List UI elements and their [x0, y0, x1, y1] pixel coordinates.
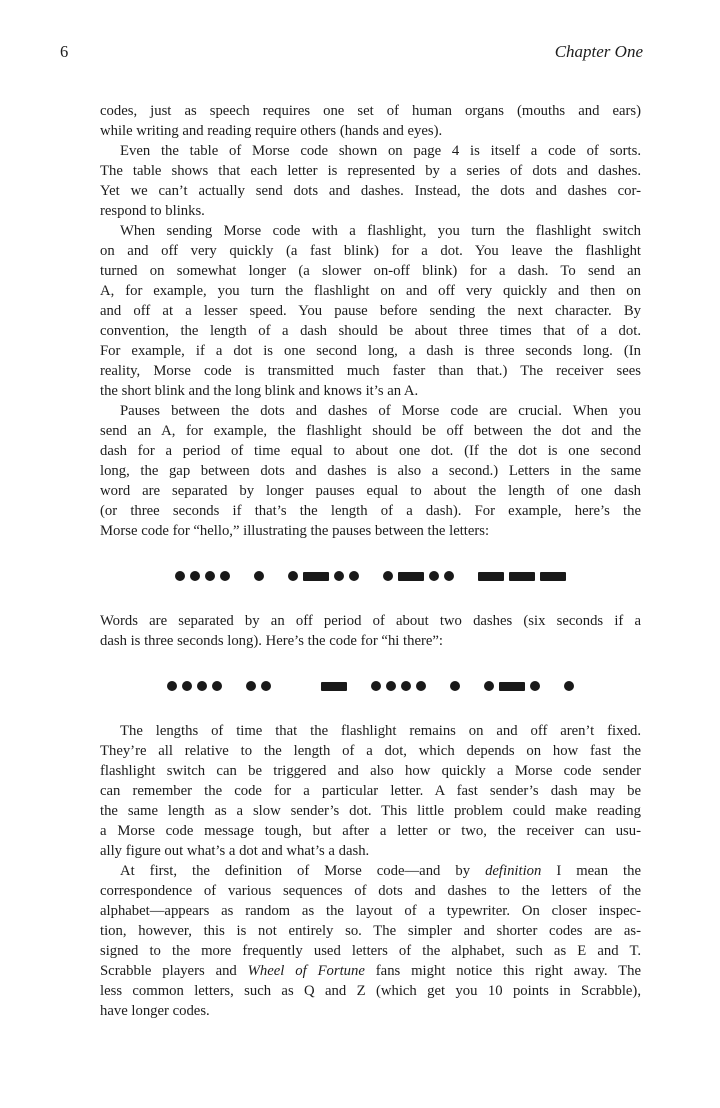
morse-letter	[246, 681, 271, 691]
body-text: send an A, for example, the flashlight should be off between the dot and the	[100, 423, 641, 439]
morse-dot-icon	[261, 681, 271, 691]
text-line	[100, 611, 641, 631]
morse-letter	[450, 681, 460, 691]
body-text: respond to blinks.	[100, 203, 205, 219]
morse-dot-icon	[220, 571, 230, 581]
body-text: Pauses between the dots and dashes of Morse code are crucial. When you	[120, 403, 641, 419]
body-text: while writing and reading require others (hands and eyes).	[100, 123, 443, 139]
body-text: alphabet—appears as random as the layout of a typewriter. On closer inspec-	[100, 903, 641, 919]
body-text: The lengths of time that the flashlight remains on and off aren’t fixed.	[120, 723, 641, 739]
morse-letter	[484, 681, 540, 691]
morse-dot-icon	[197, 681, 207, 691]
text-line	[100, 521, 641, 541]
text-line	[100, 781, 641, 801]
body-text: (or three seconds if that’s the length of a dash). For example, here’s the	[100, 503, 641, 519]
body-text: word are separated by longer pauses equal to about the length of one dash	[100, 483, 641, 499]
text-line	[100, 161, 641, 181]
morse-word	[167, 681, 271, 691]
body-text: on and off very quickly (a fast blink) for a dot. You leave the flashlight	[100, 243, 641, 259]
morse-dot-icon	[416, 681, 426, 691]
text-line	[100, 101, 641, 121]
body-text: The table shows that each letter is represented by a series of dots and dashes.	[100, 163, 641, 179]
morse-letter	[321, 682, 347, 691]
text-line	[100, 941, 641, 961]
text-line	[100, 441, 641, 461]
morse-dash-icon	[540, 572, 566, 581]
body-text: flashlight switch can be triggered and also how quickly a Morse code sender	[100, 763, 641, 779]
body-text: Morse code for “hello,” illustrating the pauses between the letters:	[100, 523, 490, 539]
body-text: convention, the length of a dash should be about three times that of a dot.	[100, 323, 641, 339]
text-line	[100, 381, 641, 401]
italic-text: Wheel of Fortune	[247, 963, 365, 979]
morse-dot-icon	[205, 571, 215, 581]
text-line	[100, 901, 641, 921]
text-line	[100, 421, 641, 441]
body-text: I mean the	[541, 863, 641, 879]
morse-dot-icon	[383, 571, 393, 581]
text-line	[100, 141, 641, 161]
morse-letter	[288, 571, 359, 581]
text-line	[100, 181, 641, 201]
text-line	[100, 121, 641, 141]
text-line	[100, 631, 641, 651]
body-text: Even the table of Morse code shown on page 4 is itself a code of sorts.	[120, 143, 641, 159]
morse-letter	[254, 571, 264, 581]
morse-dot-icon	[429, 571, 439, 581]
body-text: less common letters, such as Q and Z (which get you 10 points in Scrabble),	[100, 983, 641, 999]
text-line	[100, 261, 641, 281]
text-line	[100, 861, 641, 881]
page-header	[0, 0, 720, 61]
body-text: ally figure out what’s a dot and what’s a dash.	[100, 843, 370, 859]
morse-dot-icon	[175, 571, 185, 581]
body-text: At first, the definition of Morse code—and by	[120, 863, 486, 879]
paragraph	[100, 611, 641, 651]
text-line	[100, 461, 641, 481]
italic-text: definition	[485, 863, 542, 879]
body-text: Words are separated by an off period of about two dashes (six seconds if a	[100, 613, 641, 629]
paragraph	[100, 861, 641, 1021]
text-line	[100, 281, 641, 301]
morse-letter	[371, 681, 426, 691]
morse-dash-icon	[321, 682, 347, 691]
text-line	[100, 401, 641, 421]
morse-dot-icon	[450, 681, 460, 691]
body-text: the short blink and the long blink and knows it’s an A.	[100, 383, 419, 399]
text-line	[100, 921, 641, 941]
morse-dot-icon	[444, 571, 454, 581]
text-line	[100, 881, 641, 901]
paragraph	[100, 221, 641, 401]
morse-letter	[478, 572, 566, 581]
morse-dash-icon	[398, 572, 424, 581]
morse-dot-icon	[288, 571, 298, 581]
text-line	[100, 481, 641, 501]
text-line	[100, 841, 641, 861]
page-body	[0, 101, 720, 1021]
body-text: fans might notice this right away. The	[364, 963, 641, 979]
text-line	[100, 961, 641, 981]
morse-code-hi-there	[100, 681, 641, 691]
text-line	[100, 821, 641, 841]
body-text: correspondence of various sequences of dots and dashes to the letters of the	[100, 883, 641, 899]
body-text: Scrabble players and	[100, 963, 248, 979]
body-text: dash is three seconds long). Here’s the code for “hi there”:	[100, 633, 443, 649]
morse-dash-icon	[478, 572, 504, 581]
text-line	[100, 1001, 641, 1021]
chapter-title: Chapter One	[554, 42, 643, 61]
text-line	[100, 741, 641, 761]
morse-dot-icon	[530, 681, 540, 691]
morse-dot-icon	[182, 681, 192, 691]
morse-dash-icon	[303, 572, 329, 581]
morse-letter	[167, 681, 222, 691]
text-line	[100, 801, 641, 821]
text-line	[100, 241, 641, 261]
text-line	[100, 321, 641, 341]
morse-letter	[564, 681, 574, 691]
text-line	[100, 361, 641, 381]
text-line	[100, 201, 641, 221]
text-line	[100, 501, 641, 521]
morse-dot-icon	[371, 681, 381, 691]
morse-letter	[383, 571, 454, 581]
body-text: For example, if a dot is one second long, a dash is three seconds long. (In	[100, 343, 641, 359]
text-line	[100, 221, 641, 241]
body-text: dash for a period of time equal to about one dot. (If the dot is one second	[100, 443, 641, 459]
body-text: When sending Morse code with a flashlight, you turn the flashlight switch	[120, 223, 641, 239]
text-line	[100, 721, 641, 741]
paragraph	[100, 721, 641, 861]
morse-letter	[175, 571, 230, 581]
body-text: They’re all relative to the length of a dot, which depends on how fast the	[100, 743, 641, 759]
text-line	[100, 981, 641, 1001]
morse-dot-icon	[401, 681, 411, 691]
body-text: signed to the more frequently used letters of the alphabet, such as E and T.	[100, 943, 641, 959]
morse-dot-icon	[484, 681, 494, 691]
body-text: reality, Morse code is transmitted much faster than that.) The receiver sees	[100, 363, 641, 379]
morse-dot-icon	[190, 571, 200, 581]
body-text: the same length as a slow sender’s dot. This little problem could make reading	[100, 803, 641, 819]
morse-dash-icon	[509, 572, 535, 581]
body-text: can remember the code for a particular letter. A fast sender’s dash may be	[100, 783, 641, 799]
morse-code-hello	[100, 571, 641, 581]
morse-dot-icon	[254, 571, 264, 581]
morse-word	[175, 571, 566, 581]
morse-dot-icon	[246, 681, 256, 691]
body-text: turned on somewhat longer (a slower on-off blink) for a dash. To send an	[100, 263, 641, 279]
morse-word	[321, 681, 574, 691]
text-line	[100, 341, 641, 361]
morse-dash-icon	[499, 682, 525, 691]
paragraph	[100, 141, 641, 221]
body-text: codes, just as speech requires one set of human organs (mouths and ears)	[100, 103, 641, 119]
body-text: Yet we can’t actually send dots and dashes. Instead, the dots and dashes cor-	[100, 183, 641, 199]
body-text: tion, however, this is not entirely so. The simpler and shorter codes are as-	[100, 923, 641, 939]
morse-dot-icon	[564, 681, 574, 691]
morse-dot-icon	[349, 571, 359, 581]
morse-dot-icon	[386, 681, 396, 691]
morse-dot-icon	[167, 681, 177, 691]
text-line	[100, 301, 641, 321]
body-text: a Morse code message tough, but after a letter or two, the receiver can usu-	[100, 823, 641, 839]
body-text: long, the gap between dots and dashes is also a second.) Letters in the same	[100, 463, 641, 479]
paragraph	[100, 101, 641, 141]
morse-dot-icon	[334, 571, 344, 581]
body-text: and off at a lesser speed. You pause before sending the next character. By	[100, 303, 641, 319]
body-text: have longer codes.	[100, 1003, 210, 1019]
morse-dot-icon	[212, 681, 222, 691]
page-number: 6	[60, 42, 69, 61]
body-text: A, for example, you turn the flashlight on and off very quickly and then on	[100, 283, 641, 299]
paragraph	[100, 401, 641, 541]
text-line	[100, 761, 641, 781]
